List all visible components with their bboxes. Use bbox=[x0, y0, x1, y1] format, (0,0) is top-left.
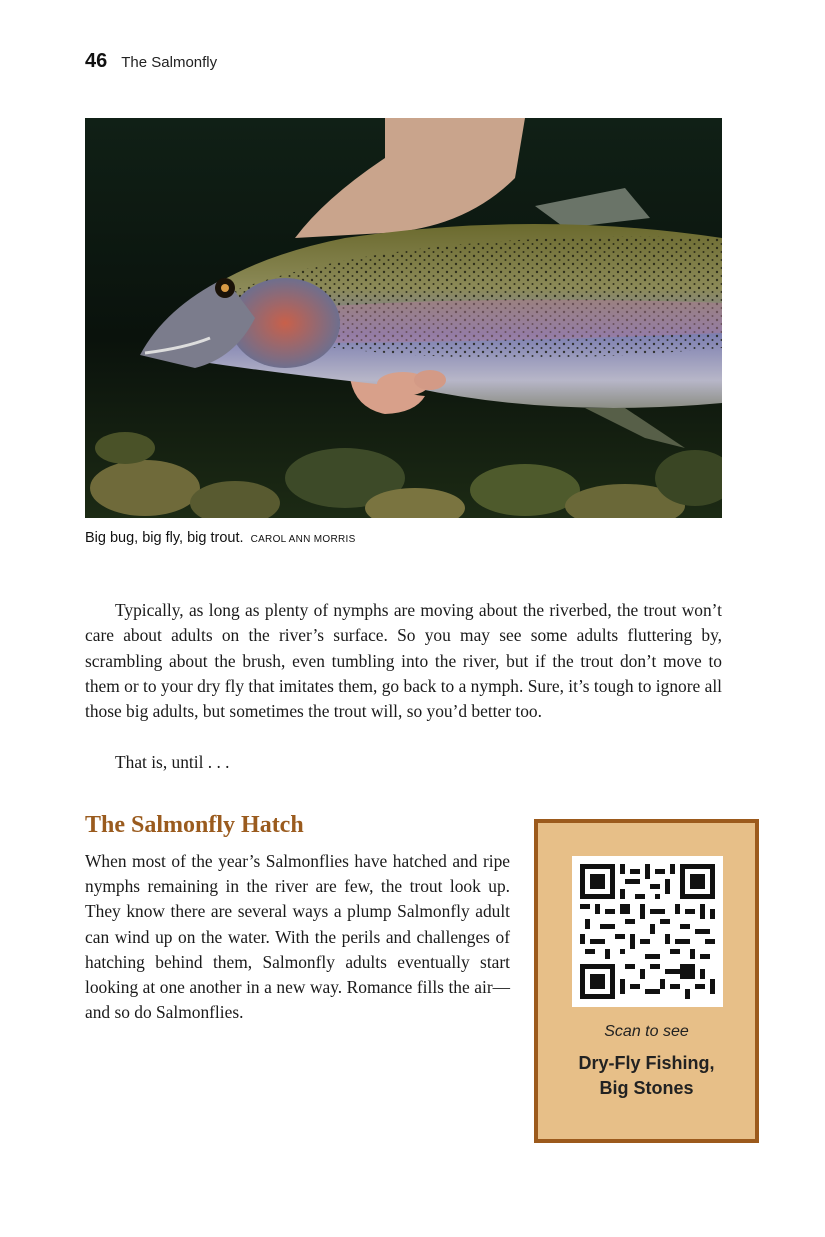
page-header bbox=[85, 50, 217, 73]
video-title-line-1: Dry-Fly Fishing, bbox=[578, 1053, 715, 1073]
section-heading: The Salmonfly Hatch bbox=[85, 812, 304, 838]
page-number: 46 bbox=[85, 50, 108, 72]
body-paragraph-1: Typically, as long as plenty of nymphs are moving about the riverbed, the trout won’t care about adults on the river’s surface. So you may see some adults fluttering by, scrambling about the brush, even tumbling into the river, but if the trout don’t move to them or to your dry fly that imitates them, go back to a nymph. Sure, it’s tough to ignore all those big adults, but sometimes the trout will, so you’d better too. bbox=[85, 600, 722, 722]
qr-code[interactable] bbox=[572, 856, 723, 1007]
photo-credit: CAROL ANN MORRIS bbox=[250, 534, 356, 545]
running-title: The Salmonfly bbox=[121, 54, 218, 71]
qr-code-icon bbox=[580, 864, 715, 999]
body-paragraph-2: That is, until . . . bbox=[115, 752, 230, 772]
trout-photo bbox=[85, 118, 722, 518]
video-title-line-2: Big Stones bbox=[599, 1078, 694, 1098]
scan-label: Scan to see bbox=[604, 1023, 689, 1040]
video-sidebar-box bbox=[534, 819, 759, 1143]
video-title bbox=[538, 1051, 755, 1101]
section-paragraph: When most of the year’s Salmonflies have hatched and ripe nymphs remaining in the river are few, the trout look up. They know there are several ways a plump Salmonfly adult can wind up on the water. With the perils and challenges of hatching behind them, Salmonfly adults eventually start looking at one another in a new way. Romance fills the air—and so do Salmonflies. bbox=[85, 851, 510, 1023]
photo-caption bbox=[85, 530, 356, 546]
caption-text: Big bug, big fly, big trout. bbox=[85, 530, 244, 546]
